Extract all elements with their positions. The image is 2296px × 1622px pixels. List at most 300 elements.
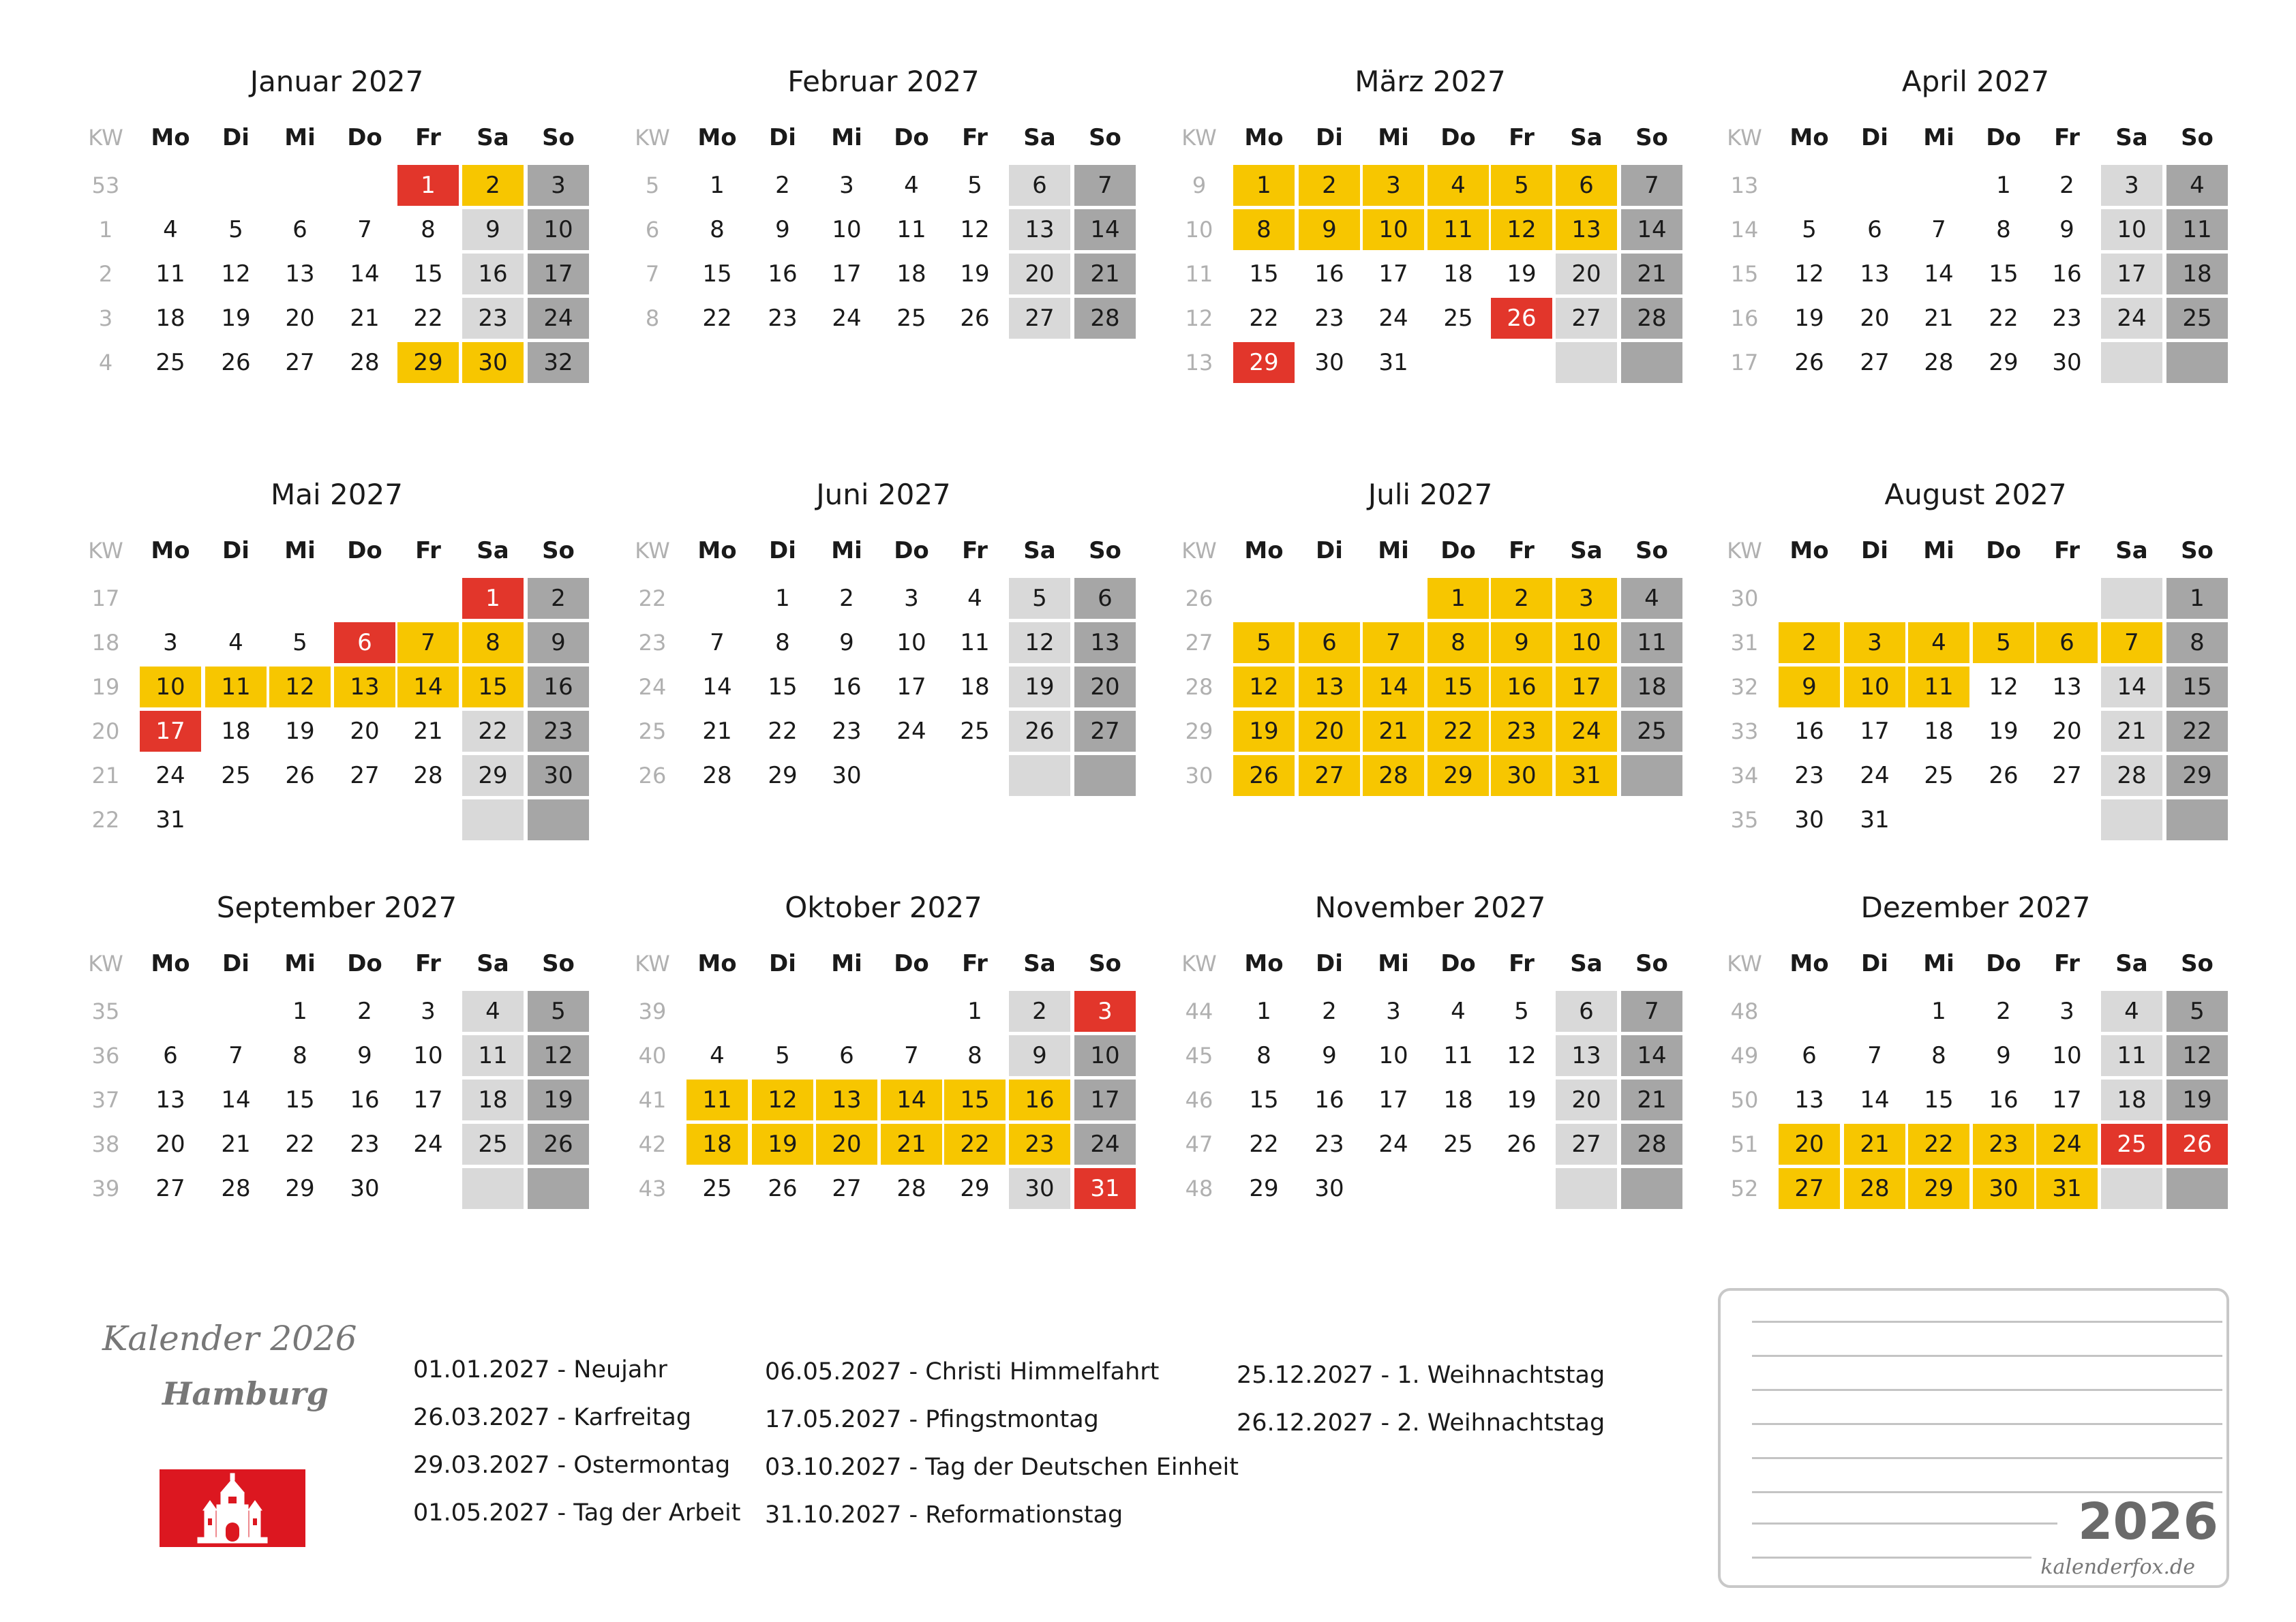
- school-holiday-day-cell: 1: [1428, 578, 1489, 619]
- week-number: 40: [638, 1043, 667, 1069]
- week-number: 37: [91, 1087, 120, 1113]
- day-cell: 2: [775, 172, 790, 199]
- school-holiday-day-cell: 7: [397, 622, 459, 663]
- weekday-header: Di: [1316, 537, 1343, 564]
- week-number: 50: [1730, 1087, 1759, 1113]
- day-cell: 12: [1989, 673, 2019, 701]
- week-row: [1168, 711, 1692, 753]
- day-cell: [205, 165, 267, 206]
- day-cell: 15: [285, 1086, 315, 1114]
- day-cell: 27: [1860, 349, 1890, 376]
- school-holiday-day-cell: 14: [1363, 667, 1424, 707]
- holiday-day-cell: 1: [397, 165, 459, 206]
- day-cell: 27: [1556, 298, 1617, 339]
- day-cell: 21: [413, 718, 443, 745]
- weekday-header: Fr: [962, 537, 988, 564]
- day-cell: 16: [462, 254, 524, 294]
- holiday-day-cell: 17: [140, 711, 201, 752]
- day-cell: 18: [462, 1080, 524, 1120]
- day-cell: 24: [1074, 1124, 1136, 1165]
- day-cell: 19: [528, 1080, 589, 1120]
- week-row: [1714, 1124, 2237, 1166]
- day-cell: [1621, 755, 1682, 796]
- day-cell: 21: [1621, 1080, 1682, 1120]
- day-cell: 30: [528, 755, 589, 796]
- day-cell: 28: [896, 1175, 926, 1202]
- weekday-header: Mi: [284, 537, 316, 564]
- day-cell: 19: [1507, 1086, 1537, 1114]
- day-cell: 5: [1514, 998, 1529, 1025]
- weekday-header: Di: [222, 124, 250, 151]
- day-cell: 27: [1009, 298, 1070, 339]
- week-number: 25: [638, 718, 667, 744]
- day-cell: 23: [768, 305, 798, 332]
- day-cell: [1428, 1168, 1489, 1209]
- day-cell: 7: [357, 216, 372, 243]
- day-cell: 17: [896, 673, 926, 701]
- school-holiday-day-cell: 13: [1299, 667, 1360, 707]
- day-cell: 24: [1378, 305, 1408, 332]
- day-cell: [1908, 799, 1969, 840]
- day-cell: 22: [1989, 305, 2019, 332]
- day-cell: 15: [1924, 1086, 1954, 1114]
- weekday-header: Sa: [2115, 950, 2148, 977]
- day-cell: 3: [2101, 165, 2162, 206]
- weekday-header: Mo: [697, 124, 737, 151]
- day-cell: 21: [1074, 254, 1136, 294]
- week-row: [622, 165, 1145, 207]
- day-cell: [334, 165, 395, 206]
- day-cell: 24: [2101, 298, 2162, 339]
- day-cell: 14: [702, 673, 732, 701]
- day-cell: 27: [1556, 1124, 1617, 1165]
- day-cell: 1: [967, 998, 982, 1025]
- day-cell: 25: [1621, 711, 1682, 752]
- day-cell: 16: [350, 1086, 380, 1114]
- weekday-header: Mo: [1244, 950, 1284, 977]
- day-cell: 25: [462, 1124, 524, 1165]
- weekday-header-row: [622, 117, 1145, 158]
- day-cell: [1556, 342, 1617, 383]
- day-cell: 20: [1009, 254, 1070, 294]
- day-cell: 2: [528, 578, 589, 619]
- week-row: [1714, 799, 2237, 842]
- day-cell: 15: [768, 673, 798, 701]
- weekday-header: Mi: [831, 124, 862, 151]
- day-cell: 24: [528, 298, 589, 339]
- school-holiday-day-cell: 3: [1556, 578, 1617, 619]
- day-cell: 30: [1314, 1175, 1344, 1202]
- day-cell: 7: [904, 1042, 919, 1069]
- day-cell: 30: [832, 762, 862, 789]
- week-row: [622, 622, 1145, 664]
- school-holiday-day-cell: 15: [1428, 667, 1489, 707]
- weekday-header: So: [2181, 124, 2214, 151]
- day-cell: 21: [702, 718, 732, 745]
- day-cell: 19: [1507, 260, 1537, 288]
- day-cell: 18: [896, 260, 926, 288]
- day-cell: 23: [832, 718, 862, 745]
- weekday-header: Sa: [477, 124, 509, 151]
- day-cell: 26: [960, 305, 990, 332]
- day-cell: 19: [1009, 667, 1070, 707]
- day-cell: 26: [1794, 349, 1824, 376]
- week-number-header: KW: [1727, 538, 1762, 564]
- day-cell: 25: [960, 718, 990, 745]
- school-holiday-day-cell: 23: [1009, 1124, 1070, 1165]
- day-cell: 4: [1621, 578, 1682, 619]
- day-cell: 30: [1009, 1168, 1070, 1209]
- weekday-header: Mo: [151, 124, 190, 151]
- school-holiday-day-cell: 12: [1233, 667, 1295, 707]
- day-cell: 11: [1443, 1042, 1473, 1069]
- day-cell: 6: [1556, 991, 1617, 1032]
- day-cell: 28: [1621, 298, 1682, 339]
- day-cell: 13: [1860, 260, 1890, 288]
- week-row: [1168, 254, 1692, 296]
- day-cell: 8: [1931, 1042, 1946, 1069]
- day-cell: [1844, 991, 1905, 1032]
- weekday-header: Sa: [1570, 950, 1603, 977]
- weekday-header-row: [75, 117, 599, 158]
- month-title: Januar 2027: [250, 65, 424, 98]
- school-holiday-day-cell: 4: [1908, 622, 1969, 663]
- weekday-header: Sa: [1570, 124, 1603, 151]
- weekday-header: Sa: [2115, 124, 2148, 151]
- day-cell: 23: [1314, 305, 1344, 332]
- weekday-header: Di: [769, 950, 796, 977]
- day-cell: 23: [528, 711, 589, 752]
- week-row: [1714, 254, 2237, 296]
- day-cell: 6: [163, 1042, 178, 1069]
- week-row: [1714, 342, 2237, 384]
- weekday-header: Di: [1861, 950, 1888, 977]
- day-cell: [686, 578, 748, 619]
- holiday-item: 01.05.2027 - Tag der Arbeit: [413, 1499, 741, 1527]
- week-number: 26: [638, 763, 667, 789]
- school-holiday-day-cell: 28: [1363, 755, 1424, 796]
- day-cell: 10: [832, 216, 862, 243]
- week-number: 15: [1730, 261, 1759, 287]
- day-cell: 16: [832, 673, 862, 701]
- day-cell: 17: [1074, 1080, 1136, 1120]
- week-number: 14: [1730, 217, 1759, 243]
- day-cell: 5: [967, 172, 982, 199]
- week-number-header: KW: [635, 951, 670, 977]
- weekday-header: Fr: [1509, 537, 1535, 564]
- day-cell: 4: [967, 585, 982, 612]
- day-cell: [528, 799, 589, 840]
- day-cell: 16: [2052, 260, 2082, 288]
- day-cell: 19: [1794, 305, 1824, 332]
- day-cell: 28: [702, 762, 732, 789]
- day-cell: [397, 578, 459, 619]
- month-title: November 2027: [1314, 891, 1546, 924]
- school-holiday-day-cell: 13: [1556, 209, 1617, 250]
- school-holiday-day-cell: 17: [1556, 667, 1617, 707]
- weekday-header-row: [622, 943, 1145, 984]
- weekday-header-row: [622, 530, 1145, 571]
- weekday-header: Fr: [415, 950, 441, 977]
- day-cell: [140, 165, 201, 206]
- day-cell: 15: [1249, 1086, 1279, 1114]
- day-cell: 20: [285, 305, 315, 332]
- day-cell: 10: [1074, 1035, 1136, 1076]
- week-number: 49: [1730, 1043, 1759, 1069]
- day-cell: [140, 578, 201, 619]
- day-cell: 22: [285, 1131, 315, 1158]
- day-cell: 28: [1924, 349, 1954, 376]
- note-line: [1752, 1355, 2222, 1357]
- day-cell: 26: [1507, 1131, 1537, 1158]
- day-cell: 27: [285, 349, 315, 376]
- day-cell: 9: [462, 209, 524, 250]
- week-number-header: KW: [635, 538, 670, 564]
- day-cell: [944, 755, 1006, 796]
- school-holiday-day-cell: 9: [1779, 667, 1840, 707]
- day-cell: 32: [528, 342, 589, 383]
- day-cell: 3: [2059, 998, 2074, 1025]
- weekday-header: Fr: [2054, 950, 2080, 977]
- weekday-header: Mi: [831, 950, 862, 977]
- holiday-day-cell: 26: [1491, 298, 1552, 339]
- week-row: [1714, 209, 2237, 251]
- day-cell: [269, 165, 331, 206]
- weekday-header: Do: [347, 537, 382, 564]
- day-cell: 9: [1322, 1042, 1337, 1069]
- week-number-header: KW: [1181, 951, 1217, 977]
- day-cell: 8: [1256, 1042, 1271, 1069]
- day-cell: [2166, 342, 2228, 383]
- month-title: März 2027: [1355, 65, 1506, 98]
- school-holiday-day-cell: 29: [397, 342, 459, 383]
- school-holiday-day-cell: 23: [1491, 711, 1552, 752]
- site-label: kalenderfox.de: [2040, 1555, 2195, 1579]
- week-number-header: KW: [1727, 125, 1762, 151]
- week-row: [622, 298, 1145, 340]
- school-holiday-day-cell: 11: [1428, 209, 1489, 250]
- week-row: [622, 711, 1145, 753]
- school-holiday-day-cell: 22: [944, 1124, 1006, 1165]
- day-cell: 29: [285, 1175, 315, 1202]
- school-holiday-day-cell: 11: [205, 667, 267, 707]
- week-row: [75, 342, 599, 384]
- school-holiday-day-cell: 19: [752, 1124, 813, 1165]
- day-cell: 25: [702, 1175, 732, 1202]
- day-cell: 28: [221, 1175, 251, 1202]
- month-title: September 2027: [216, 891, 457, 924]
- day-cell: [2101, 799, 2162, 840]
- day-cell: 7: [1621, 991, 1682, 1032]
- day-cell: 4: [1451, 998, 1466, 1025]
- day-cell: 1: [775, 585, 790, 612]
- week-row: [1168, 298, 1692, 340]
- day-cell: 22: [462, 711, 524, 752]
- week-row: [75, 1035, 599, 1077]
- weekday-header-row: [1714, 117, 2237, 158]
- day-cell: 17: [2101, 254, 2162, 294]
- weekday-header-row: [75, 943, 599, 984]
- weekday-header: Do: [1440, 537, 1476, 564]
- school-holiday-day-cell: 11: [1908, 667, 1969, 707]
- day-cell: 2: [357, 998, 372, 1025]
- day-cell: 2: [1996, 998, 2011, 1025]
- day-cell: [2036, 578, 2098, 619]
- day-cell: 4: [462, 991, 524, 1032]
- day-cell: 4: [2166, 165, 2228, 206]
- weekday-header: So: [542, 537, 575, 564]
- day-cell: 29: [2166, 755, 2228, 796]
- weekday-header: So: [542, 950, 575, 977]
- week-number: 31: [1730, 630, 1759, 656]
- day-cell: 20: [1074, 667, 1136, 707]
- note-line: [1752, 1389, 2222, 1391]
- month-title: Dezember 2027: [1860, 891, 2091, 924]
- day-cell: 31: [155, 806, 185, 833]
- day-cell: 1: [1931, 998, 1946, 1025]
- day-cell: 5: [292, 629, 307, 656]
- week-row: [1168, 755, 1692, 797]
- day-cell: 29: [768, 762, 798, 789]
- day-cell: 21: [2101, 711, 2162, 752]
- week-row: [75, 1124, 599, 1166]
- day-cell: 10: [413, 1042, 443, 1069]
- day-cell: 26: [768, 1175, 798, 1202]
- day-cell: 26: [528, 1124, 589, 1165]
- day-cell: 30: [1794, 806, 1824, 833]
- day-cell: [1621, 342, 1682, 383]
- day-cell: 28: [1621, 1124, 1682, 1165]
- week-row: [75, 1080, 599, 1122]
- week-row: [75, 799, 599, 842]
- day-cell: 8: [1996, 216, 2011, 243]
- day-cell: 23: [1314, 1131, 1344, 1158]
- week-row: [1714, 298, 2237, 340]
- day-cell: 25: [1443, 1131, 1473, 1158]
- day-cell: 12: [528, 1035, 589, 1076]
- week-row: [1714, 711, 2237, 753]
- day-cell: 20: [1556, 254, 1617, 294]
- week-number: 52: [1730, 1176, 1759, 1202]
- day-cell: [397, 1168, 459, 1209]
- day-cell: 9: [839, 629, 854, 656]
- weekday-header-row: [1168, 943, 1692, 984]
- day-cell: 17: [1378, 1086, 1408, 1114]
- weekday-header: Di: [222, 537, 250, 564]
- holiday-day-cell: 26: [2166, 1124, 2228, 1165]
- day-cell: 14: [350, 260, 380, 288]
- school-holiday-day-cell: 4: [1428, 165, 1489, 206]
- day-cell: 7: [1931, 216, 1946, 243]
- day-cell: 21: [1621, 254, 1682, 294]
- weekday-header: Di: [1861, 537, 1888, 564]
- day-cell: 31: [1378, 349, 1408, 376]
- weekday-header: Mo: [1789, 124, 1829, 151]
- week-row: [1714, 165, 2237, 207]
- day-cell: 2: [2059, 172, 2074, 199]
- holiday-day-cell: 1: [462, 578, 524, 619]
- weekday-header: Mo: [1789, 950, 1829, 977]
- day-cell: 30: [350, 1175, 380, 1202]
- weekday-header: Mi: [1378, 950, 1409, 977]
- school-holiday-day-cell: 30: [462, 342, 524, 383]
- weekday-header: Fr: [1509, 950, 1535, 977]
- week-number: 5: [645, 172, 660, 198]
- note-line: [1752, 1522, 2057, 1525]
- day-cell: 3: [839, 172, 854, 199]
- day-cell: 17: [413, 1086, 443, 1114]
- day-cell: 25: [896, 305, 926, 332]
- day-cell: [2166, 799, 2228, 840]
- week-number-header: KW: [1727, 951, 1762, 977]
- day-cell: 4: [2101, 991, 2162, 1032]
- weekday-header: So: [1089, 537, 1121, 564]
- day-cell: 2: [1009, 991, 1070, 1032]
- school-holiday-day-cell: 8: [462, 622, 524, 663]
- day-cell: 29: [1249, 1175, 1279, 1202]
- day-cell: 13: [1794, 1086, 1824, 1114]
- day-cell: 7: [1867, 1042, 1882, 1069]
- day-cell: 18: [1924, 718, 1954, 745]
- week-row: [1714, 667, 2237, 709]
- week-row: [75, 1168, 599, 1210]
- day-cell: 21: [221, 1131, 251, 1158]
- holiday-day-cell: 25: [2101, 1124, 2162, 1165]
- day-cell: 25: [155, 349, 185, 376]
- day-cell: [752, 991, 813, 1032]
- week-number: 22: [638, 585, 667, 611]
- day-cell: 6: [1802, 1042, 1817, 1069]
- week-row: [1168, 1035, 1692, 1077]
- weekday-header: Do: [347, 950, 382, 977]
- day-cell: [1363, 1168, 1424, 1209]
- day-cell: 11: [2166, 209, 2228, 250]
- week-number: 48: [1185, 1176, 1213, 1202]
- school-holiday-day-cell: 10: [1844, 667, 1905, 707]
- day-cell: [1428, 342, 1489, 383]
- weekday-header: Di: [1316, 950, 1343, 977]
- week-number: 39: [638, 998, 667, 1024]
- week-number: 44: [1185, 998, 1213, 1024]
- school-holiday-day-cell: 6: [1556, 165, 1617, 206]
- school-holiday-day-cell: 28: [1844, 1168, 1905, 1209]
- weekday-header: So: [1089, 124, 1121, 151]
- week-number: 8: [645, 305, 660, 331]
- day-cell: 19: [960, 260, 990, 288]
- week-number-header: KW: [1181, 538, 1217, 564]
- day-cell: 6: [1867, 216, 1882, 243]
- day-cell: 20: [350, 718, 380, 745]
- day-cell: 12: [1794, 260, 1824, 288]
- week-number: 6: [645, 217, 660, 243]
- day-cell: 6: [292, 216, 307, 243]
- week-row: [1168, 165, 1692, 207]
- day-cell: 11: [960, 629, 990, 656]
- weekday-header: Sa: [477, 950, 509, 977]
- week-row: [1168, 1124, 1692, 1166]
- day-cell: 4: [228, 629, 243, 656]
- day-cell: 18: [2166, 254, 2228, 294]
- holiday-day-cell: 31: [1074, 1168, 1136, 1209]
- day-cell: [1779, 578, 1840, 619]
- week-row: [75, 209, 599, 251]
- school-holiday-day-cell: 20: [816, 1124, 877, 1165]
- day-cell: 4: [710, 1042, 725, 1069]
- weekday-header: Sa: [1023, 124, 1056, 151]
- day-cell: 23: [1794, 762, 1824, 789]
- week-number: 4: [98, 350, 113, 376]
- week-row: [622, 755, 1145, 797]
